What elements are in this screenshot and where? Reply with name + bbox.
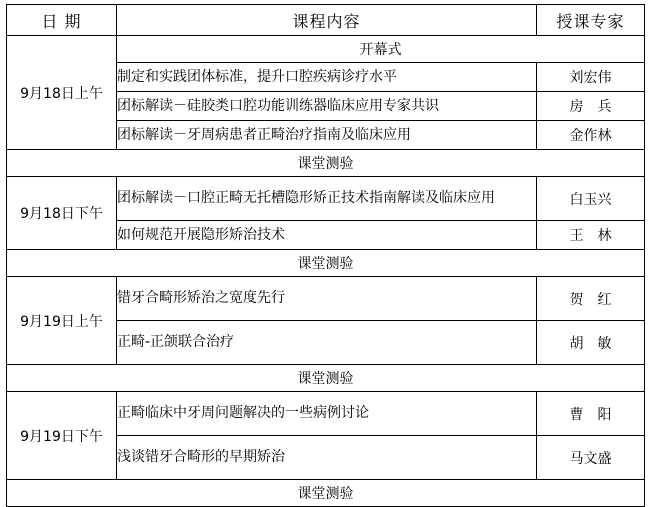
course-content: 团标解读－牙周病患者正畸治疗指南及临床应用 — [117, 121, 537, 150]
course-expert: 贺 红 — [537, 277, 645, 321]
course-expert: 马文盛 — [537, 436, 645, 480]
course-content: 正畸临床中牙周问题解决的一些病例讨论 — [117, 392, 537, 436]
header-date: 日 期 — [7, 5, 117, 36]
table-row — [7, 392, 645, 436]
table-row — [7, 277, 645, 321]
table-row — [7, 250, 645, 277]
header-content: 课程内容 — [117, 5, 537, 36]
course-expert: 房 兵 — [537, 92, 645, 121]
course-expert: 胡 敏 — [537, 321, 645, 365]
course-content: 错牙合畸形矫治之宽度先行 — [117, 277, 537, 321]
session-footer-2: 课堂测验 — [7, 250, 645, 277]
course-content: 如何规范开展隐形矫治技术 — [117, 221, 537, 250]
table-row — [7, 150, 645, 177]
table-row — [7, 177, 645, 221]
header-expert: 授课专家 — [537, 5, 645, 36]
course-content: 团标解读－硅胶类口腔功能训练器临床应用专家共识 — [117, 92, 537, 121]
session-date-3: 9月19日上午 — [7, 277, 117, 365]
session-footer-4: 课堂测验 — [7, 480, 645, 507]
session-date-2: 9月18日下午 — [7, 177, 117, 250]
session-banner-1: 开幕式 — [117, 36, 645, 63]
table-row — [7, 365, 645, 392]
course-content: 正畸-正颌联合治疗 — [117, 321, 537, 365]
session-date-1: 9月18日上午 — [7, 36, 117, 150]
course-schedule-table — [6, 4, 645, 507]
table-row — [7, 36, 645, 63]
table-header-row — [7, 5, 645, 36]
course-expert: 白玉兴 — [537, 177, 645, 221]
course-expert: 刘宏伟 — [537, 63, 645, 92]
course-expert: 曹 阳 — [537, 392, 645, 436]
course-content: 浅谈错牙合畸形的早期矫治 — [117, 436, 537, 480]
course-expert: 王 林 — [537, 221, 645, 250]
session-footer-3: 课堂测验 — [7, 365, 645, 392]
course-expert: 金作林 — [537, 121, 645, 150]
session-date-4: 9月19日下午 — [7, 392, 117, 480]
session-footer-1: 课堂测验 — [7, 150, 645, 177]
course-content: 团标解读－口腔正畸无托槽隐形矫正技术指南解读及临床应用 — [117, 177, 537, 221]
table-row — [7, 480, 645, 507]
course-content: 制定和实践团体标准，提升口腔疾病诊疗水平 — [117, 63, 537, 92]
